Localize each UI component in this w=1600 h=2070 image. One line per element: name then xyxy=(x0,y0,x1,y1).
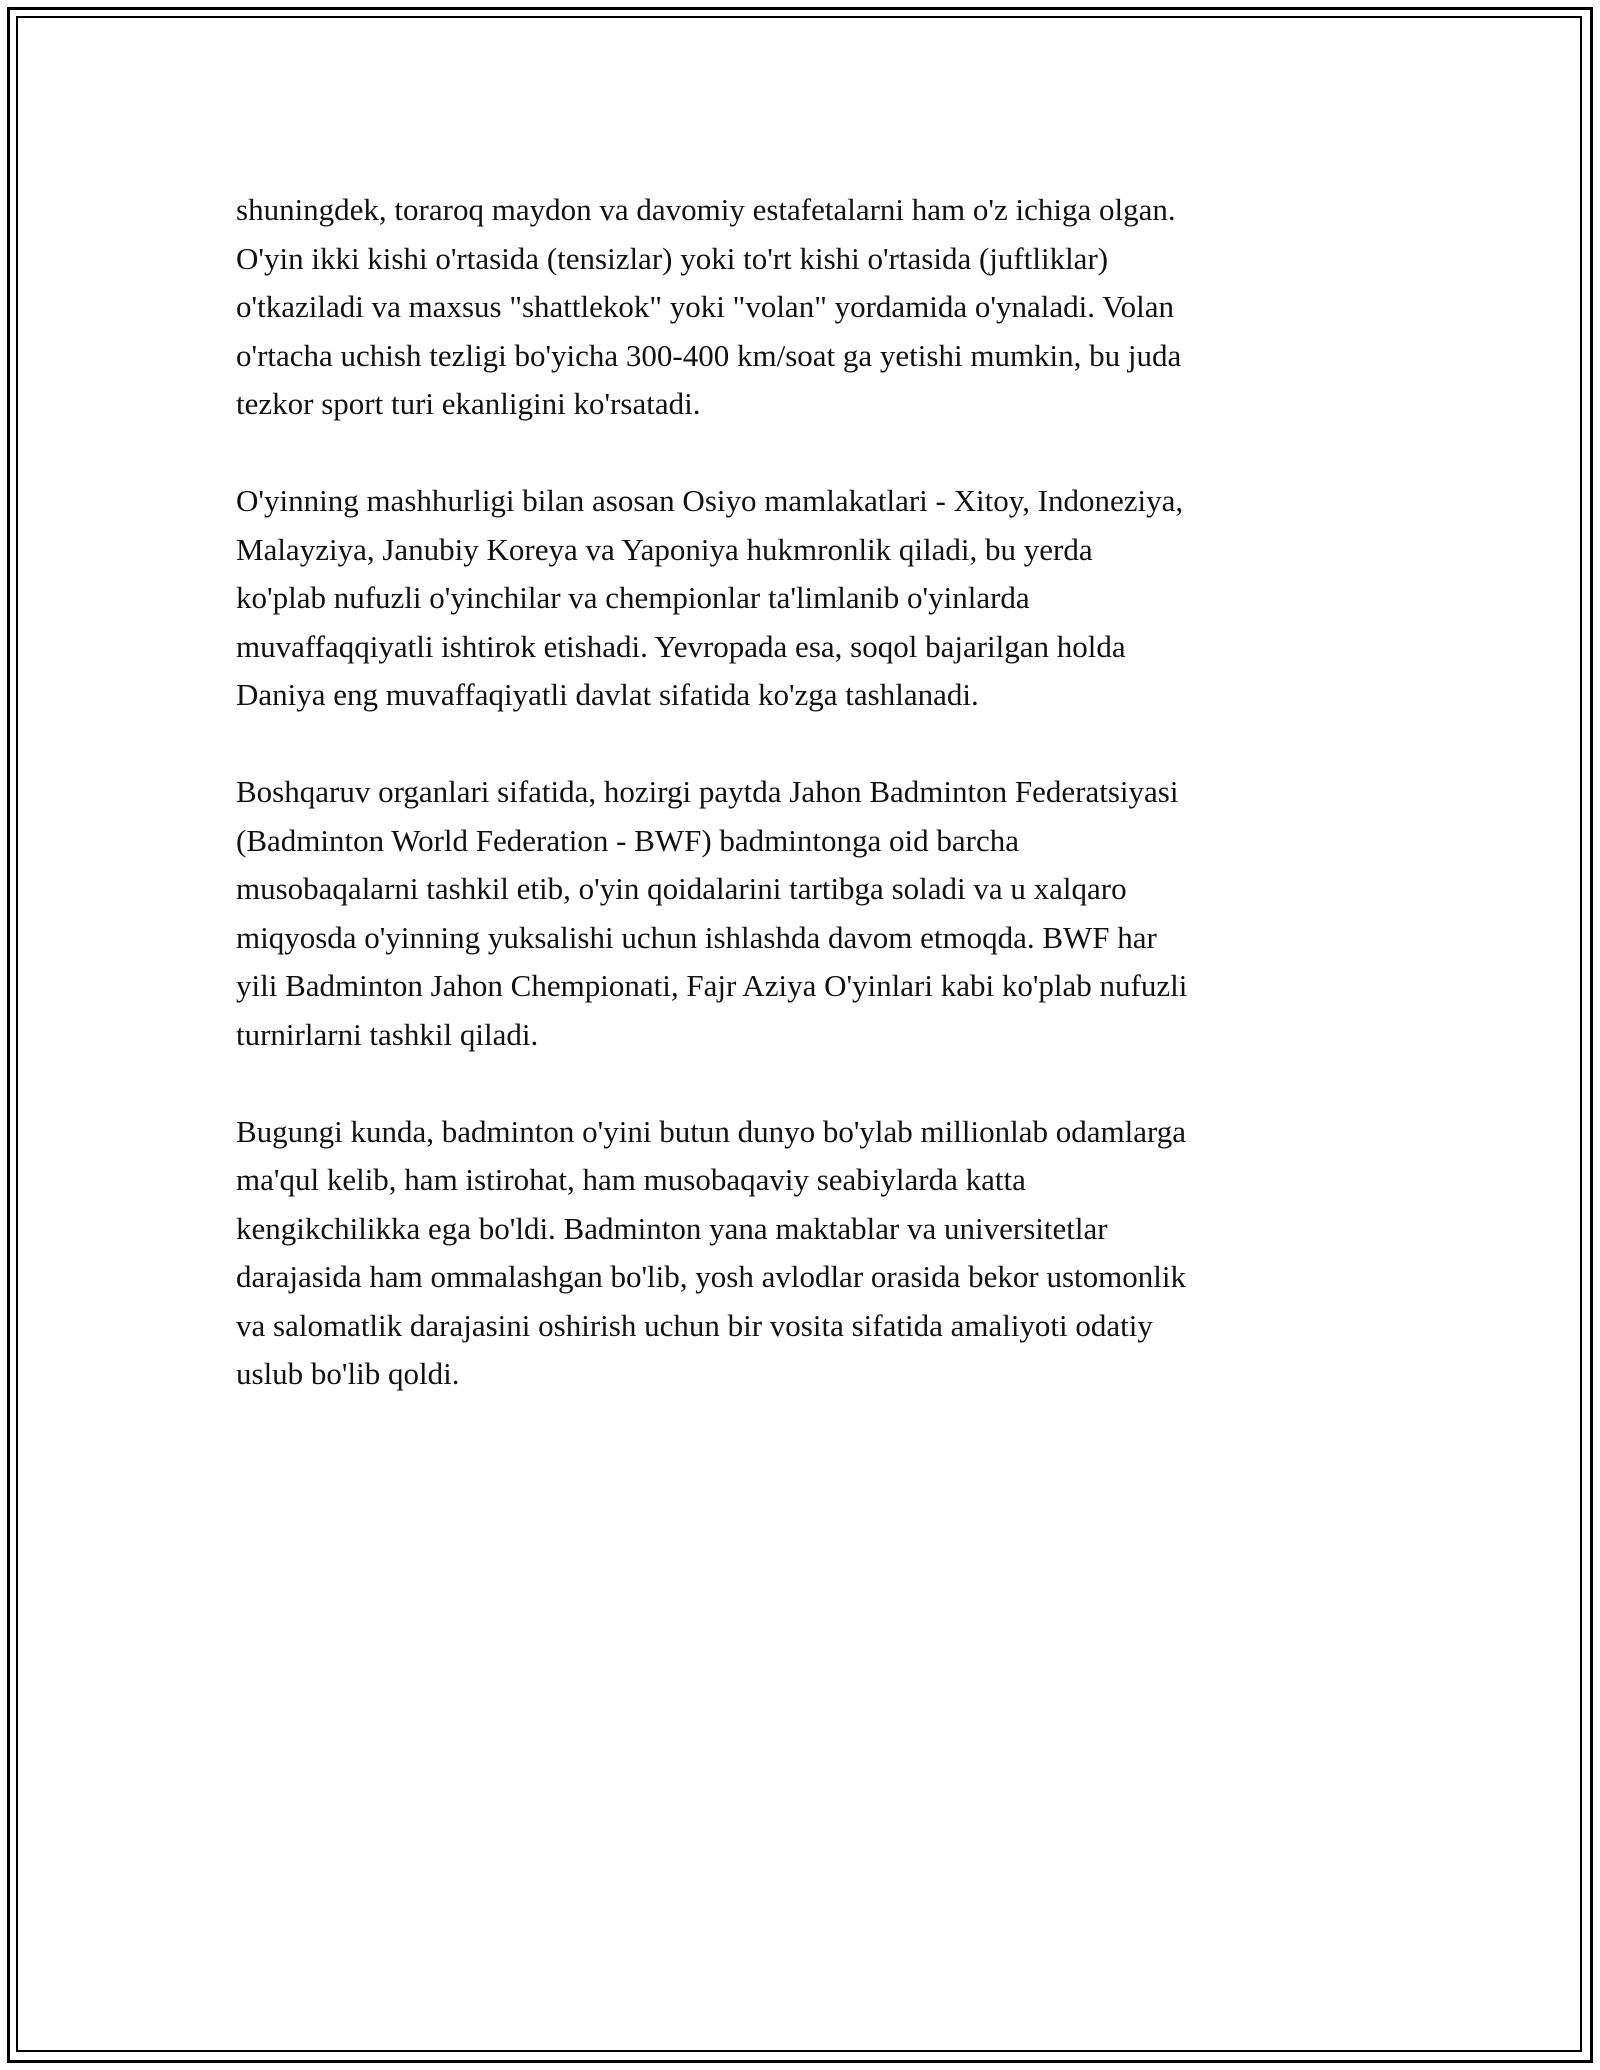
paragraph-3: Boshqaruv organlari sifatida, hozirgi paytda Jahon Badminton Federatsiyasi (Badminton World Federation - BWF) badmintonga oid barcha musobaqalarni tashkil etib, o'yin qoidalarini tartibga soladi va u xalqaro miqyosda o'yinning yuksalishi uchun ishlashda davom etmoqda. BWF har yili Badminton Jahon Chempionati, Fajr Aziya O'yinlari kabi ko'plab nufuzli turnirlarni tashkil qiladi. xyxy=(236,774,1188,1052)
paragraph-2: O'yinning mashhurligi bilan asosan Osiyo mamlakatlari - Xitoy, Indoneziya, Malayziya, Janubiy Koreya va Yaponiya hukmronlik qiladi, bu yerda ko'plab nufuzli o'yinchilar va chempionlar ta'limlanib o'yinlarda muvaffaqqiyatli ishtirok etishadi. Yevropada esa, soqol bajarilgan holda Daniya eng muvaffaqiyatli davlat sifatida ko'zga tashlanadi. xyxy=(236,483,1184,712)
paragraph-1: shuningdek, toraroq maydon va davomiy estafetalarni ham o'z ichiga olgan. O'yin ikki kishi o'rtasida (tensizlar) yoki to'rt kishi o'rtasida (juftliklar) o'tkaziladi va maxsus "shattlekok" yoki "volan" yordamida o'ynaladi. Volan o'rtacha uchish tezligi bo'yicha 300-400 km/soat ga yetishi mumkin, bu juda tezkor sport turi ekanligini ko'rsatadi. xyxy=(236,192,1182,421)
paragraph-4: Bugungi kunda, badminton o'yini butun dunyo bo'ylab millionlab odamlarga ma'qul kelib, ham istirohat, ham musobaqaviy seabiylarda katta kengikchilikka ega bo'ldi. Badminton yana maktablar va universitetlar darajasida ham ommalashgan bo'lib, yosh avlodlar orasida bekor ustomonlik va salomatlik darajasini oshirish uchun bir vosita sifatida amaliyoti odatiy uslub bo'lib qoldi. xyxy=(236,1113,1187,1391)
document-body xyxy=(236,186,1376,1447)
